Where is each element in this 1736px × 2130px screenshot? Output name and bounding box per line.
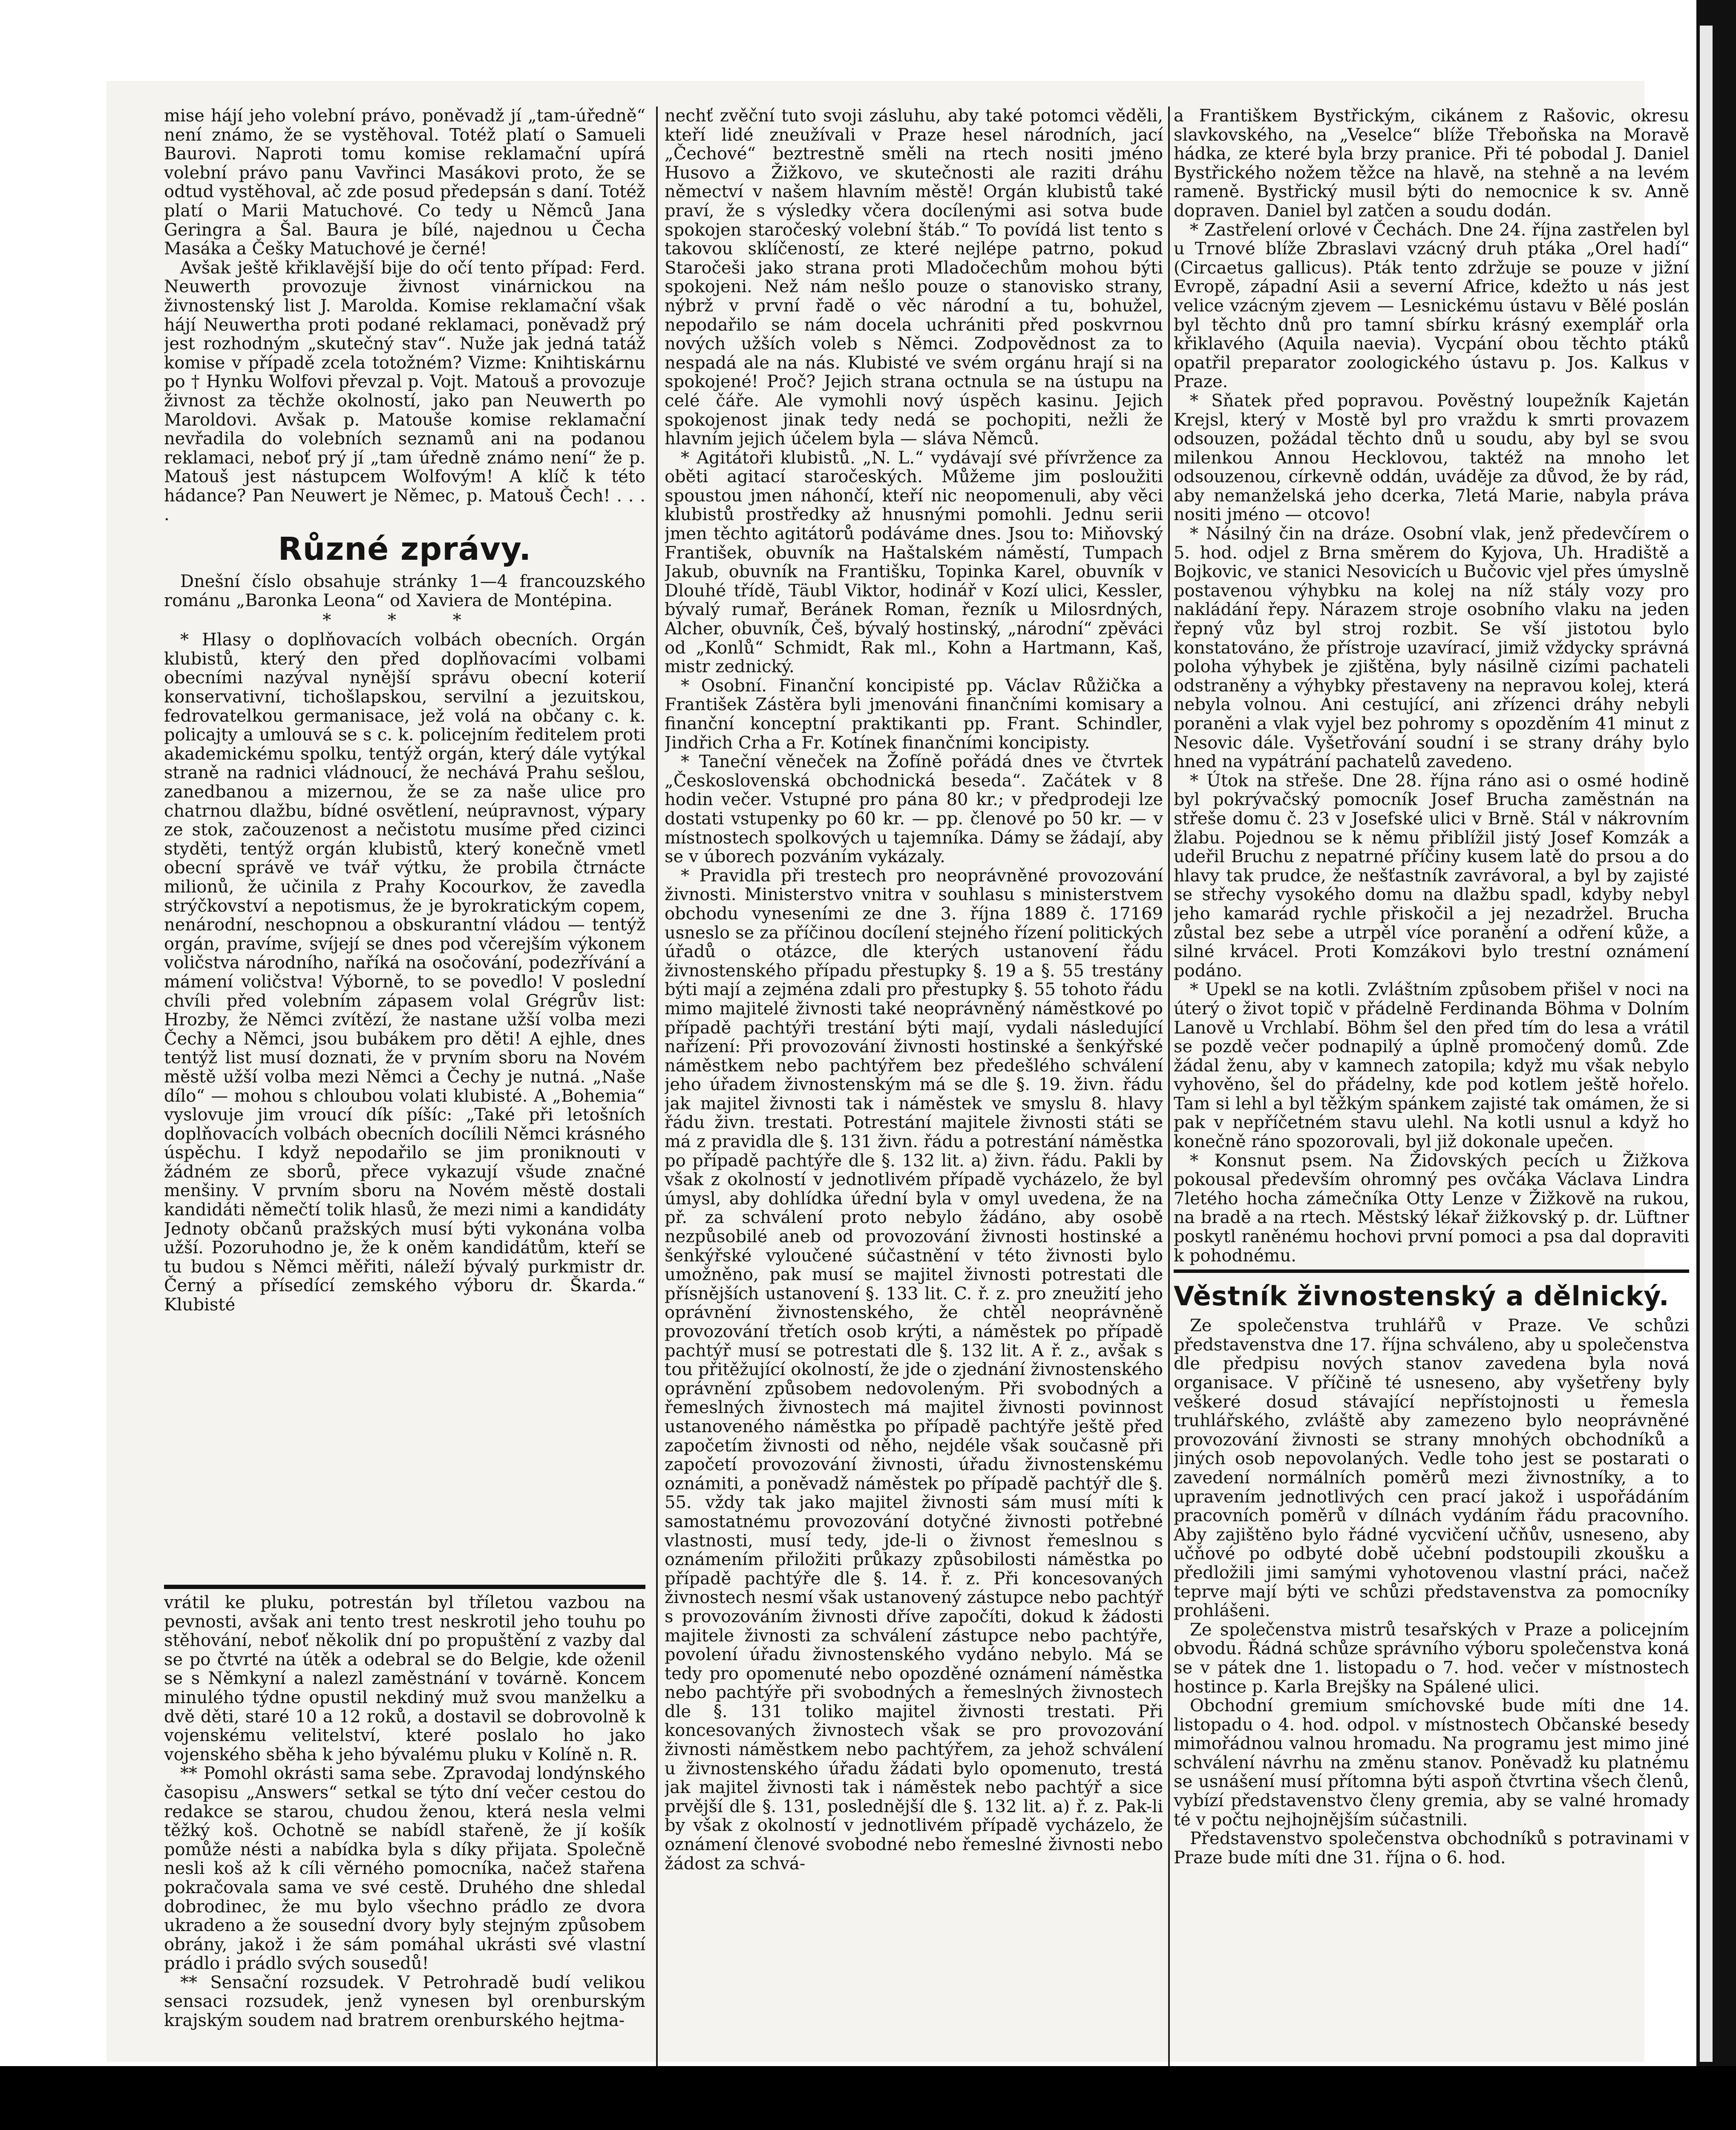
col2-paragraph-5: * Pravidla při trestech pro neoprávněné provozování živnosti. Ministerstvo vnitra v souhlasu s ministerstvem obchodu vyneseními ze dne 3. října 1889 č. 17169 usneslo se za příčinou docílení stejného řízení politických úřadů o otázce, dle kterých ustanovení řádu živnostenského případu přestupky §. 19 a §. 55 trestány býti mají a zejména zdali pro přestupky §. 55 tohoto řádu mimo majitelé živnosti také neoprávněný náměstkové po případě pachtýři trestání býti mají, vydali následující nařízení: Při provozování živnosti hostinské a šenkýřské náměstkem nebo pachtýřem bez předešlého schválení jeho úřadem živnostenským má se dle §. 19. živn. řádu jak majitel živnosti tak i náměstek ve smyslu 8. hlavy řádu živn. trestati. Potrestání majitele živnosti státi se má z pravidla dle §. 131 živn. řádu a potrestání náměstka po případě pachtýře dle §. 132 lit. a) živn. řádu. Pakli by však z okolností v jednotlivém případě vycházelo, že byl úmysl, aby dohlídka úřední byla v omyl uvedena, že na př. za schválení proto nebylo žádáno, aby osobě nezpůsobilé aneb od provozování živnosti hostinské a šenkýřské vyloučené súčastnění v této živnosti bylo umožněno, pak musí se majitel živnosti potrestati dle přísnějších ustanovení §. 133 lit. C. ř. z. pro zneužití jeho oprávnění živnostenského, že chtěl neoprávněně provozování třetích osob krýti, a náměstek po případě pachtýř musí se potrestati dle §. 132 lit. A ř. z., avšak s tou přitěžující okolností, že jde o zjednání živnostenského oprávnění způsobem nedovoleným. Při svobodných a řemeslných živnostech má majitel živnosti povinnost ustanoveného náměstka po případě pachtýře ještě před započetím živnosti od něho, nejdéle však současně při započetí provozování živnosti, úřadu živnostenskému oznámiti, a poněvadž náměstek po případě pachtýř dle §. 55. vždy tak jako majitel živnosti sám musí míti k samostatnému provozování dotyčné živnosti potřebné vlastnosti, musí tedy, jde-li o živnost řemeslnou s oznámením přiložiti průkazy způsobilosti náměstka po případě pachtýře dle §. 14. ř. z. Při koncesovaných živnostech nesmí však ustanovený zástupce nebo pachtýř s provozováním živnosti dříve započíti, dokud k žádosti majitele živnosti za schválení zástupce nebo pachtýře, povolení úřadu živnostenského vydáno nebylo. Má se tedy pro opomenuté nebo opozděné oznámení náměstka nebo pachtýře při svobodných a řemeslných živnostech dle §. 131 toliko majitel živnosti trestati. Při koncesovaných živnostech však se pro provozování živnosti náměstkem nebo pachtýřem, za jehož schválení u živnostenského úřadu žádati bylo opomenuto, trestá jak majitel živnosti tak i náměstek nebo pachtýř a sice prvější dle §. 131, poslednější dle §. 132 lit. a) ř. z. Pak-li by však z okolností v jednotlivém případě vycházelo, že oznámení členové svobodné nebo řemeslné živnosti nebo žádost za schvá- bbox=[665, 866, 1163, 1874]
col3-paragraph-5: * Útok na střeše. Dne 28. října ráno asi o osmé hodině byl pokrývačský pomocník Josef Brucha zaměstnán na střeše domu č. 23 v Josefské ulici v Brně. Stál v nákrovním žlabu. Pojednou se k němu přiblížil jistý Josef Komzák a udeřil Bruchu z nepatrné příčiny kusem latě do prsou a do hlavy tak prudce, že nešťastník zavrávoral, a byl by zajisté se střechy vysokého domu na dlažbu spadl, kdyby nebyl jeho kamarád rychle přiskočil a jej nezadržel. Brucha zůstal bez sebe a utrpěl více poranění a odření kůže, a silné krvácel. Proti Komzákovi bylo trestní oznámení podáno. bbox=[1174, 771, 1689, 981]
column-rule-1 bbox=[656, 106, 658, 2066]
column-2 bbox=[665, 106, 1163, 2066]
col1-paragraph-1: mise hájí jeho volební právo, poněvadž jí „tam-úředně“ není známo, že se vystěhoval. Totéž platí o Samueli Baurovi. Naproti tomu komise reklamační upírá volební právo panu Vavřinci Masákovi proto, že se odtud vystěhoval, ač zde posud předepsán s daní. Totéž platí o Marii Matuchové. Co tedy u Němců Jana Geringra a Šal. Baura je bílé, najednou u Čecha Masáka a Češky Matuchové je černé! bbox=[164, 106, 645, 259]
col1-lower-paragraph-3: ** Sensační rozsudek. V Petrohradě budí velikou sensaci rozsudek, jenž vynesen byl orenburským krajským soudem nad bratrem orenburského hejtma- bbox=[164, 1972, 645, 2031]
scan-edge-strip bbox=[1700, 26, 1713, 2062]
col2-paragraph-2: * Agitátoři klubistů. „N. L.“ vydávají své přívržence za oběti agitací staročeských. Můžeme jim posloužiti spoustou jmen náhončí, kteří nic neopomenuli, aby věci klubistů prostředky až hnusnými pomohli. Jednu serii jmen těchto agitátorů podáváme dnes. Jsou to: Miňovský František, obuvník na Haštalském náměstí, Tumpach Jakub, obuvník na Františku, Topinka Karel, obuvník v Dlouhé třídě, Täubl Viktor, hodinář v Kozí ulici, Kessler, bývalý rumař, Beránek Roman, řezník u Milosrdných, Alcher, obuvník, Češ, bývalý hostinský, „národní“ zpěváci od „Konlů“ Schmidt, Rak ml., Kohn a Hartmann, Kaš, mistr zednický. bbox=[665, 448, 1163, 677]
scan-bottom-border bbox=[0, 2066, 1736, 2130]
col3-vestnik-paragraph-4: Představenstvo společenstva obchodníků s potravinami v Praze bude míti dne 31. října o 6. hod. bbox=[1174, 1829, 1689, 1868]
col3-vestnik-paragraph-1: Ze společenstva truhlářů v Praze. Ve schůzi představenstva dne 17. října schváleno, aby u společenstva dle předpisu nových stanov zavedena byla nová organisace. V příčině té usneseno, aby vyšetřeny byly veškeré dosud stávající nepřístojnosti u řemesla truhlářského, zvláště aby zamezeno bylo neoprávněné provozování živnosti se strany mnohých obchodníků a jiných osob nepovolaných. Vedle toho jest se postarati o zavedení normálních poměrů mezi živnostníky, a to upravením jednotlivých cen prací jakož i uspořádáním pracovních poměrů v dílnách vydáním řádu pracovního. Aby zajištěno bylo řádné vycvičení učňův, usneseno, aby učňové po odbyté době učební podstoupili zkoušku a předložili jimi samými vyhotovenou vlastní práci, načež teprve mají býti ve schůzi představenstva za pomocníky prohlášeni. bbox=[1174, 1316, 1689, 1621]
col3-paragraph-7: * Konsnut psem. Na Židovských pecích u Žižkova pokousal především ohromný pes ovčáka Václava Lindra 7letého hocha zámečníka Otty Lenze v Žižkově na rukou, na bradě a na rtech. Městský lékař žižkovský p. dr. Lüftner poskytl raněnému hochovi první pomoci a psa dal dopraviti k pohodnému. bbox=[1174, 1151, 1689, 1266]
col3-paragraph-3: * Sňatek před popravou. Pověstný loupežník Kajetán Krejsl, který v Mostě byl pro vraždu k smrti provazem odsouzen, požádal těchto dnů u soudu, aby byl se svou milenkou Annou Hecklovou, taktéž na mnoho let odsouzenou, církevně oddán, uváděje za důvod, že by rád, aby nemanželská jeho dcerka, 7letá Marie, nabyla práva nositi jméno — otcovo! bbox=[1174, 391, 1689, 525]
col1-intro: Dnešní číslo obsahuje stránky 1—4 francouzského románu „Baronka Leona“ od Xaviera de Montépina. bbox=[164, 572, 645, 610]
column-1 bbox=[164, 106, 645, 1580]
section-rule bbox=[1174, 1269, 1689, 1273]
col3-vestnik-paragraph-2: Ze společenstva mistrů tesařských v Praze a policejním obvodu. Řádná schůze správního výboru společenstva koná se v pátek dne 1. listopadu o 7. hod. večer v místnostech hostince p. Karla Brejšky na Spálené ulici. bbox=[1174, 1620, 1689, 1697]
section-heading-ruzne-zpravy: Různé zprávy. bbox=[278, 531, 532, 568]
col1-paragraph-2: Avšak ještě křiklavější bije do očí tento případ: Ferd. Neuwerth provozuje živnost vinárnickou na živnostenský list J. Marolda. Komise reklamační však hájí Neuwertha proti podané reklamaci, poněvadž prý jest rozhodným „skutečný stav“. Nuže jak jedná tatáž komise v případě zcela totožném? Vizme: Knihtiskárnu po † Hynku Wolfovi převzal p. Vojt. Matouš a provozuje živnost za těchže okolností, jako pan Neuwerth po Maroldovi. Avšak p. Matouše komise reklamační nevřadila do volebních seznamů ani na podanou reklamaci, neboť prý jí „tam úředně známo není“ že p. Matouš jest nástupcem Wolfovým! A klíč k této hádance? Pan Neuwert je Němec, p. Matouš Čech! . . . . bbox=[164, 258, 645, 525]
col3-paragraph-2: * Zastřelení orlové v Čechách. Dne 24. října zastřelen byl u Trnové blíže Zbraslavi vzácný druh ptáka „Orel hadí“ (Circaetus gallicus). Pták tento zdržuje se pouze v jižní Evropě, západní Asii a severní Africe, kdežto u nás jest velice vzácným zjevem — Lesnickému ústavu v Bělé poslán byl těchto dnů pro tamní sbírku krásný exemplář orla křiklavého (Aquila naevia). Vycpání obou těchto ptáků opatřil preparator zoologického ústavu p. Jos. Kalkus v Praze. bbox=[1174, 220, 1689, 392]
column-3 bbox=[1174, 106, 1689, 2066]
section-heading-vestnik: Věstník živnostenský a dělnický. bbox=[1174, 1281, 1670, 1312]
col2-paragraph-3: * Osobní. Finanční koncipisté pp. Václav Růžička a František Zástěra byli jmenováni finančními komisary a finanční konceptní praktikanti pp. Frant. Schindler, Jindřich Crha a Fr. Kotínek finančními koncipisty. bbox=[665, 676, 1163, 753]
col1-lower-paragraph-1: vrátil ke pluku, potrestán byl tříletou vazbou na pevnosti, avšak ani tento trest neskrotil jeho touhu po stěhování, neboť několik dní po propuštění z vazby dal se po čtvrté na útěk a odebral se do Belgie, kde oženil se s Němkyní a nalezl zaměstnání v továrně. Koncem minulého týdne opustil nekdiný muž svou manželku a dvě děti, staré 10 a 12 roků, a dostavil se dobrovolně k vojenskému velitelství, které poslalo ho jako vojenského sběha k jeho bývalému pluku v Kolíně n. R. bbox=[164, 1593, 645, 1764]
col2-paragraph-4: * Taneční věneček na Žofíně pořádá dnes ve čtvrtek „Československá obchodnická beseda“. Začátek v 8 hodin večer. Vstupné pro pána 80 kr.; v předprodeji lze dostati vstupenky po 60 kr. — pp. členové po 50 kr. — v místnostech spolkových u tajemníka. Dámy se žádají, aby se v úborech pozváním vykázaly. bbox=[665, 752, 1163, 867]
col3-paragraph-4: * Násilný čin na dráze. Osobní vlak, jenž předevčírem o 5. hod. odjel z Brna směrem do Kyjova, Uh. Hradiště a Bojkovic, ve stanici Nesovicích u Bučovic vjel přes úmyslně postavenou výhybku na kolej na níž stály vozy pro nakládání řepy. Nárazem stroje osobního vlaku na jeden řepný vůz byl stroj rozbit. Se vší jistotou bylo konstatováno, že přístroje uzavírací, jimiž vždycky správná poloha výhybek je zjištěna, byly násilně cizími pachateli odstraněny a výhybky přestaveny na nepravou kolej, která nebyla volnou. Ani cestující, ani zřízenci dráhy nebyli poraněni a vlak vyjel bez pohromy s opozděním 41 minut z Nesovic dále. Vyšetřování soudní i se strany dráhy bylo hned na vypátrání pachatelů zavedeno. bbox=[1174, 524, 1689, 772]
col3-vestnik-paragraph-3: Obchodní gremium smíchovské bude míti dne 14. listopadu o 4. hod. odpol. v místnostech Občanské besedy mimořádnou valnou hromadu. Na programu jest mimo jiné schválení návrhu na změnu stanov. Poněvadž ku platnému se usnášení musí přítomna býti aspoň čtvrtina všech členů, vybízí představenstvo členy gremia, aby se valné hromady té v počtu nejhojnějším súčastnili. bbox=[1174, 1696, 1689, 1830]
column-1-lower bbox=[164, 1593, 645, 2066]
col2-paragraph-1: nechť zvěční tuto svoji zásluhu, aby také potomci věděli, kteří lidé zneužívali v Praze hesel národních, jací „Čechové“ beztrestně směli na rtech nositi jméno Husovo a Žižkovo, ve skutečnosti ale raziti dráhu němectví v našem hlavním městě! Orgán klubistů také praví, že s výsledky včera docílenými asi sotva bude spokojen staročeský volební štáb.“ To povídá list tento s takovou sklíčeností, ze které nejlépe patrno, pokud Staročeši jako strana proti Mladočechům mohou býti spokojeni. Než nám nešlo pouze o stanovisko strany, nýbrž v první řadě o věc národní a tu, bohužel, nepodařilo se nám docela uchrániti před poskvrnou nových užších voleb s Němci. Zodpovědnost za to nespadá ale na nás. Klubisté ve svém orgánu hrají si na spokojené! Proč? Jejich strana octnula se na ústupu na celé čáře. Ale vymohli nový úspěch kasinu. Jejich spokojenost jinak tedy nedá se pochopiti, nežli že hlavním jejich účelem byla — sláva Němců. bbox=[665, 106, 1163, 449]
col1-lower-paragraph-2: ** Pomohl okrásti sama sebe. Zpravodaj londýnského časopisu „Answers“ setkal se týto dní večer cestou do redakce se starou, chudou ženou, která nesla velmi těžký koš. Ochotně se nabídl stařeně, že jí košík pomůže nésti a nabídka byla s díky přijata. Společně nesli koš až k cíli věrného pomocníka, načež stařena pokračovala sama ve své cestě. Druhého dne shledal dobrodinec, že mu bylo všechno prádlo ze dvora ukradeno a že sousední dvory byly stejným způsobem obrány, jakož i že sám pomáhal ukrásti své vlastní prádlo i prádlo svých sousedů! bbox=[164, 1764, 645, 1974]
col1-article-hlasy: * Hlasy o doplňovacích volbách obecních. Orgán klubistů, který den před doplňovacími volbami obecními nazýval nynější správu obecní koterií konservativní, tichošlapskou, servilní a jezuitskou, fedrovatelkou germanisace, jež volá na občany c. k. policajty a umlouvá se s c. k. policejním ředitelem proti akademickému spolku, tentýž orgán, který dále vytýkal straně na radnici vládnoucí, že nechává Prahu sešlou, zanedbanou a mizernou, že se za naše ulice pro chatrnou dlažbu, bídné osvětlení, neúpravnost, výpary ze stok, začouzenost a nečistotu musíme před cizinci styděti, tentýž orgán klubistů, který konečně vmetl obecní správě ve tvář výtku, že probila čtrnácte milionů, že učinila z Prahy Kocourkov, že zavedla strýčkovství a nepotismus, že je byrokratickým copem, nenárodní, neschopnou a obskurantní vládou — tentýž orgán, pravíme, svíjejí se dnes pod včerejším výkonem voličstva národního, naříká na osočování, podezřívání a mámení voličstva! Výborně, to se povedlo! V poslední chvíli před volebním zápasem volal Grégrův list: Hrozby, že Němci zvítězí, že nastane užší volba mezi Čechy a Němci, jsou bubákem pro děti! A ejhle, dnes tentýž list musí doznati, že v prvním sboru na Novém městě užší volba mezi Němci a Čechy je nutná. „Naše dílo“ — mohou s chloubou volati klubisté. A „Bohemia“ vyslovuje jim vroucí dík píšíc: „Také při letošních doplňovacích volbách obecních docílili Němci krásného úspěchu. I když nepodařilo se jim proniknouti v žádném ze sborů, přece vykazují všude značné menšiny. V prvním sboru na Novém městě dostali kandidáti němečtí tolik hlasů, že mezi nimi a kandidáty Jednoty občanů pražských musí býti vykonána volba užší. Pozoruhodno je, že k oněm kandidátům, kteří se tu budou s Němci měřiti, náleží bývalý purkmistr dr. Černý a přísedící zemského výboru dr. Škarda.“ Klubisté bbox=[164, 630, 645, 1315]
col3-paragraph-6: * Upekl se na kotli. Zvláštním způsobem přišel v noci na úterý o život topič v přádelně Ferdinanda Böhma v Dolním Lanově u Vrchlabí. Böhm šel den před tím do lesa a vrátil se pozdě večer podnapilý a úplně promočený domů. Zde žádal ženu, aby v kamnech zatopila; když mu však nebylo vyhověno, šel do přádelny, kde pod kotlem ještě hořelo. Tam si lehl a byl těžkým spánkem zajisté tak omámen, že si pak v nepříčetném stavu ulehl. Na kotli usnul a když ho konečně ráno spozorovali, byl již dokonale upečen. bbox=[1174, 980, 1689, 1152]
feuilleton-rule bbox=[164, 1585, 645, 1589]
separator-stars: * * * bbox=[322, 610, 487, 630]
column-rule-2 bbox=[1168, 106, 1170, 2066]
col3-paragraph-1: a Františkem Bystřickým, cikánem z Rašovic, okresu slavkovského, na „Veselce“ blíže Třeboňska na Moravě hádka, ze které byla brzy pranice. Při té pobodal J. Daniel Bystřického nožem těžce na hlavě, na stehně a na levém rameně. Bystřický musil býti do nemocnice k sv. Anně dopraven. Daniel byl zatčen a soudu dodán. bbox=[1174, 106, 1689, 221]
